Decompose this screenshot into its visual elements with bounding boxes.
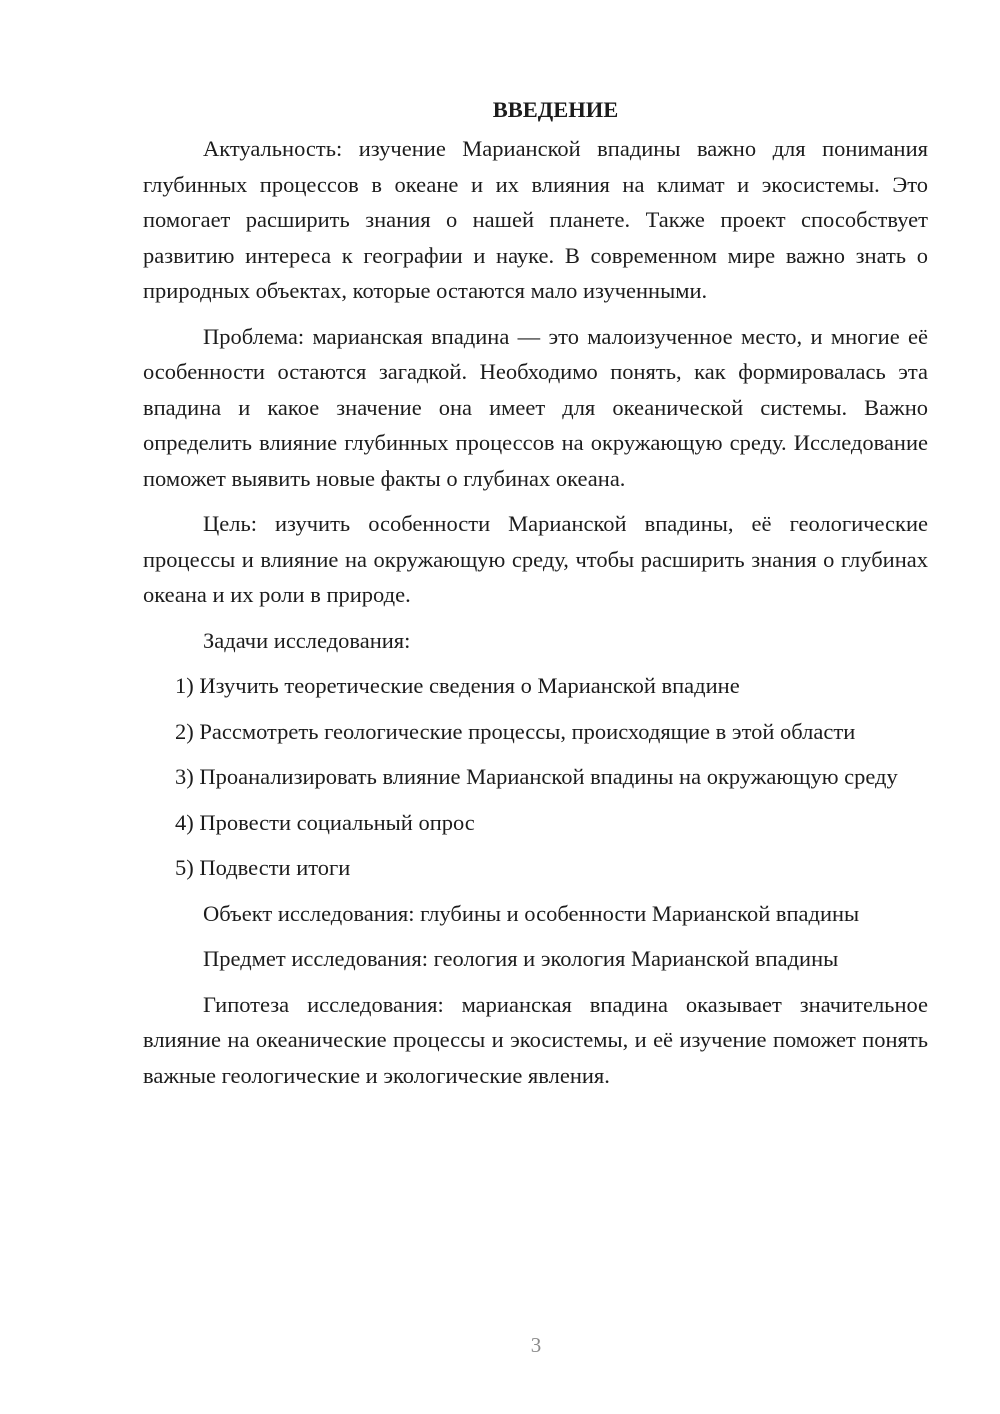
task-item-5: 5) Подвести итоги [175, 855, 351, 880]
page-number: 3 [530, 1333, 542, 1357]
relevance-paragraph: Актуальность: изучение Марианской впадины важно для понимания глубинных процессов в океане и их влияния на климат и экосистемы. Это помогает расширить знания о нашей планете. Также проект способствует развитию интереса к географии и науке. В современном мире важно знать о природных объектах, которые остаются мало изученными. [143, 136, 928, 303]
document-body [143, 92, 928, 1103]
tasks-heading: Задачи исследования: [203, 627, 411, 653]
page-title: ВВЕДЕНИЕ [492, 97, 619, 122]
task-item-2: 2) Рассмотреть геологические процессы, происходящие в этой области [175, 718, 856, 744]
task-item-4: 4) Провести социальный опрос [175, 809, 475, 835]
task-item-3: 3) Проанализировать влияние Марианской впадины на окружающую среду [175, 764, 898, 789]
subject-paragraph: Предмет исследования: геология и экология Марианской впадины [203, 946, 839, 971]
task-item-1: 1) Изучить теоретические сведения о Марианской впадине [175, 673, 740, 698]
goal-paragraph: Цель: изучить особенности Марианской впадины, её геологические процессы и влияние на окружающую среду, чтобы расширить знания о глубинах океана и их роли в природе. [143, 511, 928, 607]
object-paragraph: Объект исследования: глубины и особенности Марианской впадины [203, 900, 860, 926]
problem-paragraph: Проблема: марианская впадина — это малоизученное место, и многие её особенности остаются загадкой. Необходимо понять, как формировалась эта впадина и какое значение она имеет для океанической системы. Важно определить влияние глубинных процессов на окружающую среду. Исследование поможет выявить новые факты о глубинах океана. [143, 323, 928, 491]
hypothesis-paragraph: Гипотеза исследования: марианская впадина оказывает значительное влияние на океанические процессы и экосистемы, и её изучение поможет понять важные геологические и экологические явления. [143, 991, 928, 1088]
